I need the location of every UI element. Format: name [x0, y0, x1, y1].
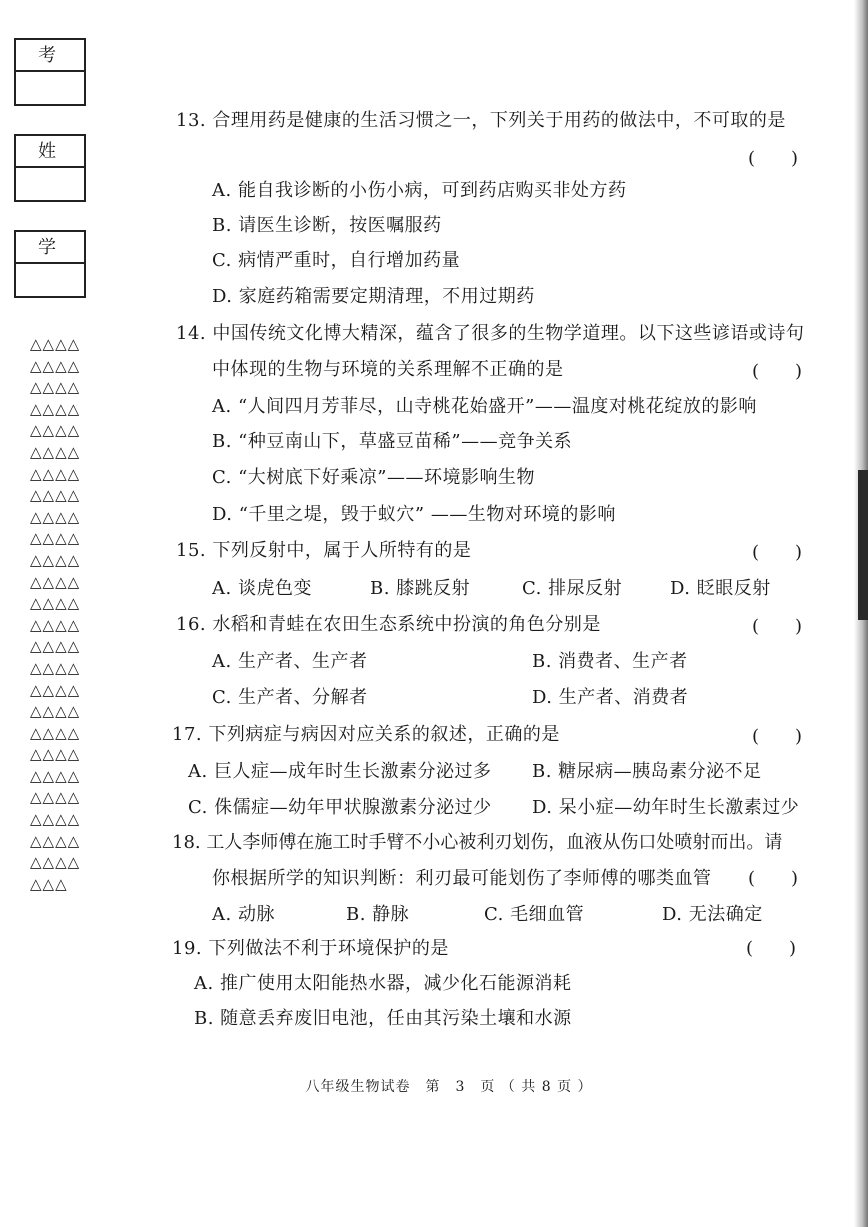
question-14-stem-line1: 14. 中国传统文化博大精深，蕴含了很多的生物学道理。以下这些谚语或诗句 — [176, 323, 805, 344]
question-16-option-a: A. 生产者、生产者 — [212, 651, 368, 672]
question-18-option-d: D. 无法确定 — [662, 904, 763, 925]
question-15-option-b: B. 膝跳反射 — [370, 578, 471, 599]
student-info-strip — [14, 38, 84, 326]
question-18-stem-line1: 18. 工人李师傅在施工时手臂不小心被利刃划伤，血液从伤口处喷射而出。请 — [172, 832, 783, 853]
question-14-option-b: B. “种豆南山下，草盛豆苗稀”——竞争关系 — [212, 431, 573, 452]
answer-paren-15: ( ) — [752, 542, 803, 563]
question-14-option-d: D. “千里之堤，毁于蚁穴” ——生物对环境的影响 — [212, 504, 616, 525]
question-17-option-b: B. 糖尿病—胰岛素分泌不足 — [532, 761, 762, 782]
question-13-stem: 13. 合理用药是健康的生活习惯之一，下列关于用药的做法中，不可取的是 — [176, 110, 786, 131]
answer-paren-14: ( ) — [752, 361, 803, 382]
answer-paren-19: ( ) — [746, 938, 797, 959]
exam-number-box — [14, 38, 86, 106]
page-footer: 八年级生物试卷 第 3 页 （ 共 8 页 ） — [305, 1079, 593, 1095]
school-label: 学 — [16, 232, 84, 264]
answer-paren-18: ( ) — [748, 868, 799, 889]
question-15-option-a: A. 谈虎色变 — [212, 578, 312, 599]
question-13-option-c: C. 病情严重时，自行增加药量 — [212, 250, 461, 271]
seal-line-triangles: △△△△△△△△△△△△△△△△△△△△△△△△△△△△△△△△△△△△△△△△△△△△△△△△△△△△△△△△△△△△△△△△△△△△△△△△△△△△△△△△△△△△△△△△△△△△△△△△△△△△△△△ — [30, 335, 81, 893]
question-15-option-c: C. 排尿反射 — [522, 578, 623, 599]
question-16-stem: 16. 水稻和青蛙在农田生态系统中扮演的角色分别是 — [176, 614, 601, 635]
exam-number-label: 考 — [16, 40, 84, 72]
question-16-option-b: B. 消费者、生产者 — [532, 651, 688, 672]
school-box — [14, 230, 86, 298]
question-13-option-d: D. 家庭药箱需要定期清理，不用过期药 — [212, 286, 535, 307]
question-14-option-c: C. “大树底下好乘凉”——环境影响生物 — [212, 467, 535, 488]
question-15-stem: 15. 下列反射中，属于人所特有的是 — [176, 540, 472, 561]
question-14-option-a: A. “人间四月芳菲尽，山寺桃花始盛开”——温度对桃花绽放的影响 — [212, 396, 757, 417]
question-18-option-a: A. 动脉 — [212, 904, 275, 925]
question-14-stem-line2: 中体现的生物与环境的关系理解不正确的是 — [212, 359, 564, 380]
question-17-option-a: A. 巨人症—成年时生长激素分泌过多 — [188, 761, 492, 782]
name-box — [14, 134, 86, 202]
question-17-stem: 17. 下列病症与病因对应关系的叙述，正确的是 — [172, 724, 560, 745]
answer-paren-17: ( ) — [752, 726, 803, 747]
question-13-option-a: A. 能自我诊断的小伤小病，可到药店购买非处方药 — [212, 180, 627, 201]
question-13-option-b: B. 请医生诊断，按医嘱服药 — [212, 215, 442, 236]
question-15-option-d: D. 眨眼反射 — [670, 578, 771, 599]
question-16-option-c: C. 生产者、分解者 — [212, 687, 368, 708]
question-19-option-b: B. 随意丢弃废旧电池，任由其污染土壤和水源 — [194, 1008, 572, 1029]
name-label: 姓 — [16, 136, 84, 168]
question-18-option-c: C. 毛细血管 — [484, 904, 585, 925]
scan-edge-dark-band — [858, 470, 868, 620]
answer-paren-13: ( ) — [748, 148, 799, 169]
question-18-stem-line2: 你根据所学的知识判断：利刃最可能划伤了李师傅的哪类血管 — [212, 868, 712, 889]
question-19-option-a: A. 推广使用太阳能热水器，减少化石能源消耗 — [194, 973, 572, 994]
question-17-option-d: D. 呆小症—幼年时生长激素过少 — [532, 797, 800, 818]
question-19-stem: 19. 下列做法不利于环境保护的是 — [172, 938, 449, 959]
question-17-option-c: C. 侏儒症—幼年甲状腺激素分泌过少 — [188, 797, 492, 818]
question-18-option-b: B. 静脉 — [346, 904, 410, 925]
answer-paren-16: ( ) — [752, 616, 803, 637]
question-16-option-d: D. 生产者、消费者 — [532, 687, 689, 708]
